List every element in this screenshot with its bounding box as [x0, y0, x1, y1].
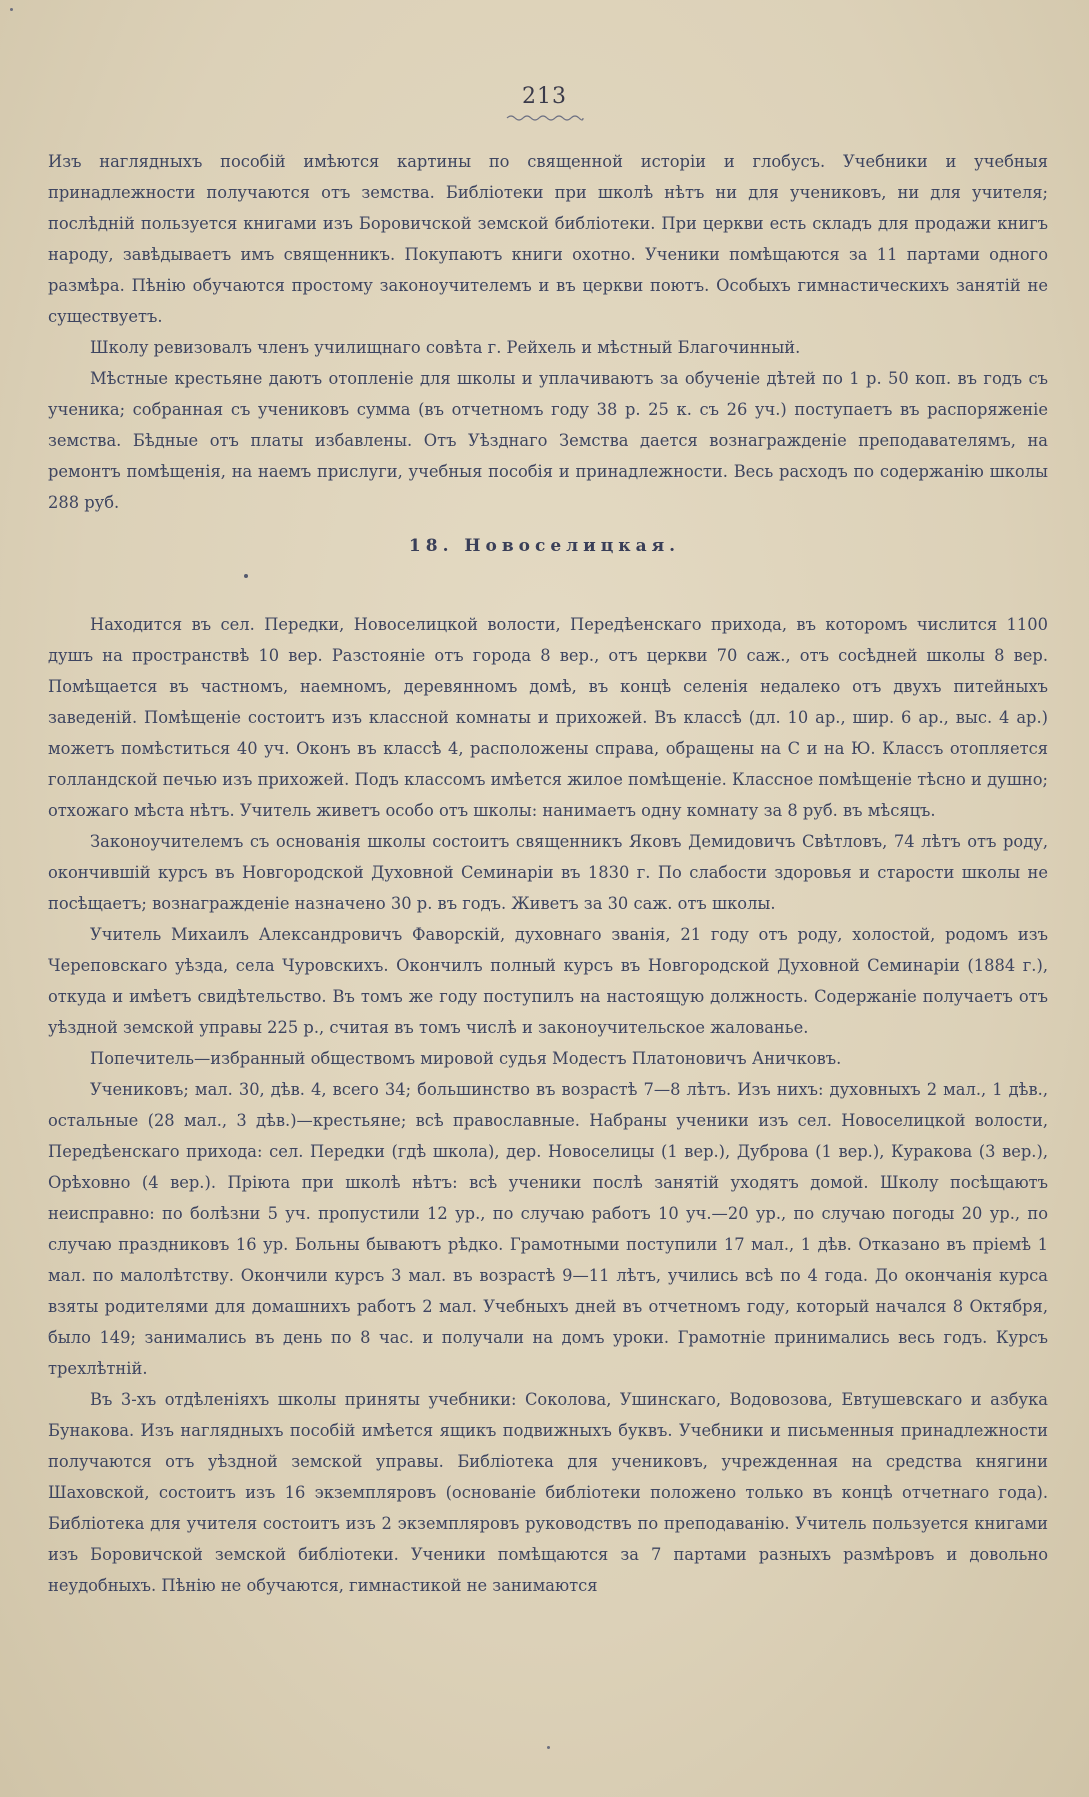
paragraph: Находится въ сел. Передки, Новоселицкой волости, Передѣенскаго прихода, въ которомъ числится 1100 душъ на пространствѣ 10 вер. Разстояніе отъ города 8 вер., отъ церкви 70 саж., отъ сосѣдней школы 8 вер. Помѣщается въ частномъ, наемномъ, деревянномъ домѣ, въ концѣ селенія недалеко отъ двухъ питейныхъ заведеній. Помѣщеніе состоитъ изъ классной комнаты и прихожей. Въ классѣ (дл. 10 ар., шир. 6 ар., выс. 4 ар.) можетъ помѣститься 40 уч. Оконъ въ классѣ 4, расположены справа, обращены на С и на Ю. Классъ отопляется голландской печью изъ прихожей. Подъ классомъ имѣется жилое помѣщеніе. Классное помѣщеніе тѣсно и душно; отхожаго мѣста нѣтъ. Учитель живетъ особо отъ школы: нанимаетъ одну комнату за 8 руб. въ мѣсяцъ. — [48, 615, 1048, 820]
paragraph: Попечитель—избранный обществомъ мировой судья Модестъ Платоновичъ Аничковъ. — [90, 1049, 842, 1068]
paragraph: Учениковъ; мал. 30, дѣв. 4, всего 34; большинство въ возрастѣ 7—8 лѣтъ. Изъ нихъ: духовныхъ 2 мал., 1 дѣв., остальные (28 мал., 3 дѣв.)—крестьяне; всѣ православные. Набраны ученики изъ сел. Новоселицкой волости, Передѣенскаго прихода: сел. Передки (гдѣ школа), дер. Новоселицы (1 вер.), Дуброва (1 вер.), Куракова (3 вер.), Орѣховно (4 вер.). Пріюта при школѣ нѣтъ: всѣ ученики послѣ занятій уходятъ домой. Школу посѣщаютъ неисправно: по болѣзни 5 уч. пропустили 12 ур., по случаю работъ 10 уч.—20 ур., по случаю погоды 20 ур., по случаю праздниковъ 16 ур. Больны бываютъ рѣдко. Грамотными поступили 17 мал., 1 дѣв. Отказано въ пріемѣ 1 мал. по малолѣтству. Окончили курсъ 3 мал. въ возрастѣ 9—11 лѣтъ, учились всѣ по 4 года. До окончанія курса взяты родителями для домашнихъ работъ 2 мал. Учебныхъ дней въ отчетномъ году, который начался 8 Октября, было 149; занимались въ день по 8 час. и получали на домъ уроки. Грамотніе принимались весь годъ. Курсъ трехлѣтній. — [48, 1080, 1048, 1378]
ornament-flourish — [505, 113, 585, 123]
paragraph: Изъ наглядныхъ пособій имѣются картины по священной исторіи и глобусъ. Учебники и учебныя принадлежности получаются отъ земства. Библіотеки при школѣ нѣтъ ни для учениковъ, ни для учителя; послѣдній пользуется книгами изъ Боровичской земской библіотеки. При церкви есть складъ для продажи книгъ народу, завѣдываетъ имъ священникъ. Покупаютъ книги охотно. Ученики помѣщаются за 11 партами одного размѣра. Пѣнію обучаются простому законоучителемъ и въ церкви поютъ. Особыхъ гимнастическихъ занятій не существуетъ. — [48, 152, 1048, 326]
ink-dot — [244, 574, 248, 578]
page-number: 213 — [522, 84, 567, 109]
text-block-continuation — [48, 146, 1048, 518]
paragraph: Мѣстные крестьяне даютъ отопленіе для школы и уплачиваютъ за обученіе дѣтей по 1 р. 50 коп. въ годъ съ ученика; собранная съ учениковъ сумма (въ отчетномъ году 38 р. 25 к. съ 26 уч.) поступаетъ въ распоряженіе земства. Бѣдные отъ платы избавлены. Отъ Уѣзднаго Земства дается вознагражденіе преподавателямъ, на ремонтъ помѣщенія, на наемъ прислуги, учебныя пособія и принадлежности. Весь расходъ по содержанію школы 288 руб. — [48, 369, 1048, 512]
text-block-school-18 — [48, 609, 1048, 1601]
paragraph: Въ 3-хъ отдѣленіяхъ школы приняты учебники: Соколова, Ушинскаго, Водовозова, Евтушевскаго и азбука Бунакова. Изъ наглядныхъ пособій имѣется ящикъ подвижныхъ буквъ. Учебники и письменныя принадлежности получаются отъ уѣздной земской управы. Библіотека для учениковъ, учрежденная на средства княгини Шаховской, состоитъ изъ 16 экземпляровъ (основаніе библіотеки положено только въ концѣ отчетнаго года). Библіотека для учителя состоитъ изъ 2 экземпляровъ руководствъ по преподаванію. Учитель пользуется книгами изъ Боровичской земской библіотеки. Ученики помѣщаются за 7 партами разныхъ размѣровъ и довольно неудобныхъ. Пѣнію не обучаются, гимнастикой не занимаются — [48, 1390, 1048, 1595]
paper-speck — [10, 8, 13, 11]
paragraph: Учитель Михаилъ Александровичъ Фаворскій, духовнаго званія, 21 году отъ роду, холостой, родомъ изъ Череповскаго уѣзда, села Чуровскихъ. Окончилъ полный курсъ въ Новгородской Духовной Семинаріи (1884 г.), откуда и имѣетъ свидѣтельство. Въ томъ же году поступилъ на настоящую должность. Содержаніе получаетъ отъ уѣздной земской управы 225 р., считая въ томъ числѣ и законоучительское жалованье. — [48, 925, 1048, 1037]
paper-speck — [547, 1746, 550, 1749]
paragraph: Школу ревизовалъ членъ училищнаго совѣта г. Рейхель и мѣстный Благочинный. — [90, 338, 801, 357]
paragraph: Законоучителемъ съ основанія школы состоитъ священникъ Яковъ Демидовичъ Свѣтловъ, 74 лѣтъ отъ роду, окончившій курсъ въ Новгородской Духовной Семинаріи въ 1830 г. По слабости здоровья и старости школы не посѣщаетъ; вознагражденіе назначено 30 р. въ годъ. Живетъ за 30 саж. отъ школы. — [48, 832, 1048, 913]
section-heading: 18. Новоселицкая. — [408, 536, 681, 556]
